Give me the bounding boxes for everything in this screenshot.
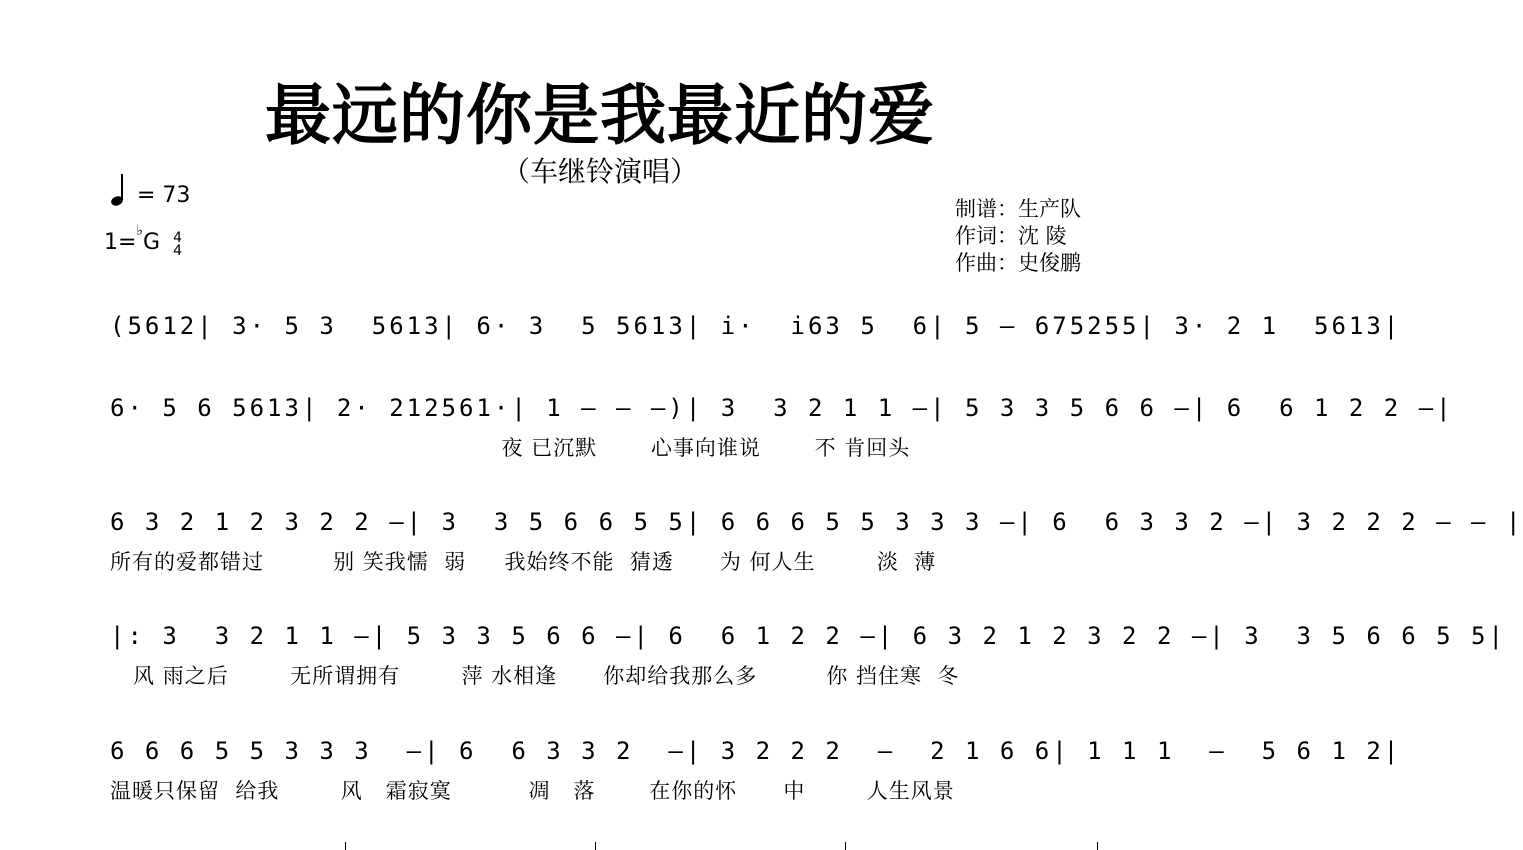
barline bbox=[1097, 842, 1098, 850]
credits bbox=[955, 196, 1081, 277]
credit-lyrics bbox=[955, 223, 1081, 250]
notation-line: |: 3 3 2 1 1 —| 5 3 3 5 6 6 —| 6 6 1 2 2 —| 6 3 2 1 2 3 2 2 —| 3 3 5 6 6 5 5| bbox=[110, 622, 1506, 650]
tempo-value: = 73 bbox=[137, 183, 191, 208]
time-signature bbox=[173, 232, 182, 258]
notation-line: (5612| 3· 5 3 5613| 6· 3 5 5613| i· i63 5 6| 5 — 675255| 3· 2 1 5613| bbox=[110, 312, 1402, 340]
song-title: 最远的你是我最近的爱 bbox=[265, 77, 935, 154]
score-row-2 bbox=[110, 394, 1454, 464]
key-signature bbox=[104, 223, 183, 259]
credit-label: 制谱： bbox=[955, 197, 1018, 221]
tempo-marking bbox=[106, 170, 190, 210]
notation-line: 6· 5 6 5613| 2· 212561·| 1 — — —)| 3 3 2 1 1 —| 5 3 3 5 6 6 —| 6 6 1 2 2 —| bbox=[110, 394, 1454, 422]
credit-value: 史俊鹏 bbox=[1018, 251, 1081, 275]
credit-music bbox=[955, 250, 1081, 277]
quarter-note-icon bbox=[106, 170, 130, 210]
score-row-5 bbox=[110, 737, 1402, 807]
notation-line: 6 3 2 1 2 3 2 2 —| 3 3 5 6 6 5 5| 6 6 6 5 5 3 3 3 —| 6 6 3 3 2 —| 3 2 2 2 — — | bbox=[110, 508, 1523, 536]
score-row-4 bbox=[110, 622, 1506, 692]
barline bbox=[845, 842, 846, 850]
lyrics-line: 夜 已沉默 心事向谁说 不 肯回头 bbox=[110, 436, 911, 460]
time-top: 4 bbox=[173, 230, 183, 246]
key-letter: G bbox=[143, 230, 161, 255]
lyrics-line: 风 雨之后 无所谓拥有 萍 水相逢 你却给我那么多 你 挡住寒 冬 bbox=[110, 664, 960, 688]
credit-value: 生产队 bbox=[1018, 197, 1081, 221]
key-prefix: 1= bbox=[104, 230, 137, 255]
score-row-3 bbox=[110, 508, 1523, 578]
song-subtitle: （车继铃演唱） bbox=[501, 155, 698, 188]
credit-label: 作词： bbox=[955, 224, 1018, 248]
credit-value: 沈 陵 bbox=[1018, 224, 1067, 248]
credit-label: 作曲： bbox=[955, 251, 1018, 275]
credit-notation bbox=[955, 196, 1081, 223]
flat-icon: ♭ bbox=[136, 223, 144, 239]
score-row-1 bbox=[110, 312, 1402, 382]
lyrics-line: 所有的爱都错过 别 笑我懦 弱 我始终不能 猜透 为 何人生 淡 薄 bbox=[110, 550, 937, 574]
barline bbox=[595, 842, 596, 850]
lyrics-line: 温暖只保留 给我 风 霜寂寞 凋 落 在你的怀 中 人生风景 bbox=[110, 779, 955, 803]
time-bottom: 4 bbox=[173, 243, 183, 259]
notation-line: 6 6 6 5 5 3 3 3 —| 6 6 3 3 2 —| 3 2 2 2 — 2 1 6 6| 1 1 1 — 5 6 1 2| bbox=[110, 737, 1402, 765]
barline bbox=[345, 842, 346, 850]
